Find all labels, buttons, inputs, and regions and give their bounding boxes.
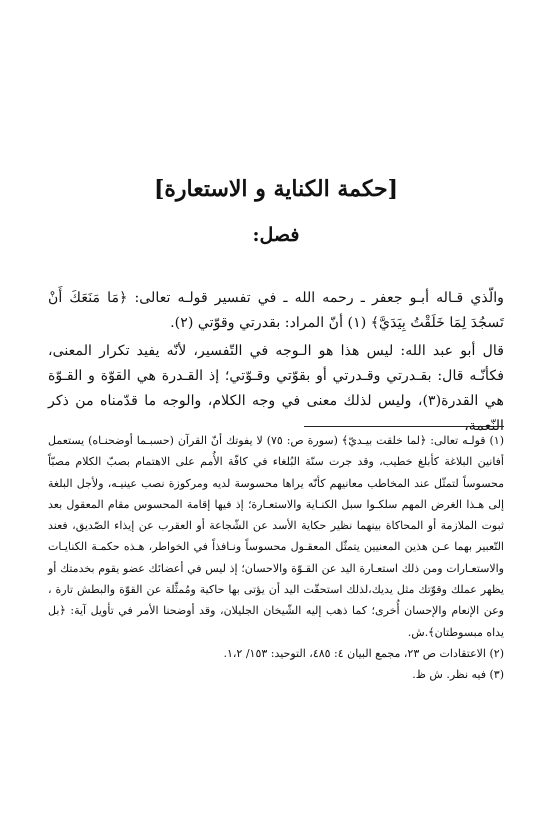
footnote-3: (٣) فيه نظر. ش ظ. [412,668,504,682]
chapter-title: [حكمة الكناية و الاستعارة] [153,176,399,202]
footnotes-section [48,430,504,686]
section-heading: فصل: [252,224,300,246]
body-paragraph-2: قال أبو عبد الله: ليس هذا هو الـوجه في التّفسير، لأنّه يفيد تكرار المعنى، فكأنّـه قال: بقـدرتي وقـدرتي أو بقوّتي وقـوّتي؛ إذ القـدرة هي القوّة و القـوّة هي القدرة(٣)، وليس لذلك معنى في وجه الكلام، والوجه ما قدّمناه من ذكر النّعمة، [48,343,504,434]
body-paragraph-1: والّذي قـاله أبـو جعفر ـ رحمه الله ـ في تفسير قولـه تعالى: ﴿مَا مَنَعَكَ أَنْ تَسجُدَ لِمَا خَلَقْتُ بِيَدَيَّ﴾ (١) أنّ المراد: بقدرتي وقوّتي (٢). [48,290,504,331]
footnote-divider [304,426,504,427]
footnote-1: (١) قولـه تعالى: ﴿لما خلقت بيـديّ﴾ (سورة ص: ٧٥) لا يفوتك أنّ القرآن (حسبـما أوضحنـاه) يستعمل أفانين البلاغة كأبلغ خطيب، وقد جرت سنّة البُلغاء في كافّة الأُمم على الاهتمام بصبّ الكلام مصبّاً محسوساً لتمثّل عند المخاطب معانيهم كأنّه يراها محسوسة لديه ومركوزة نصب عينيـه، ولأجل البلغة إلى هـذا الغرض المهم سلكـوا سبل الكنـاية والاستعـارة؛ إذ فيها إقامة المحسوس مقام المعقول بعد ثبوت الملازمة أو المحاكاة بينهما نظير حكاية الأسد عن الشّجاعة أو العقرب عن إيذاء الصّديق، فعند التّعبير بهما عـن هذين المعنيين يتمثّل المعقـول محسوساً ونـافذاً في الخواطر، هـذه حكمـة الكنايـات والاستعـارات ومن ذلك استعـارة اليد عن القـوّة والاحسان؛ إذ ليس في أعضائك عضو يقوم بخدمتك أو يظهر عملك وقوّتك مثل يديك،لذلك استحقّت اليد أن يؤتى بها حاكية ومُمثِّلة عن القوّة والبطش تارة ، وعن الإنعام والإحسان أُخرى؛ كما ذهب إليه الشّيخان الجليلان، وقد أوضحنا الأمر في تأويل آية: ﴿بل يداه مبسوطتان﴾.ش. [48,434,504,639]
footnote-2: (٢) الاعتقادات ص ٢٣، مجمع البيان ٤: ٤٨٥، التوحيد: ١٥٣/ ١،٢. [223,646,504,660]
